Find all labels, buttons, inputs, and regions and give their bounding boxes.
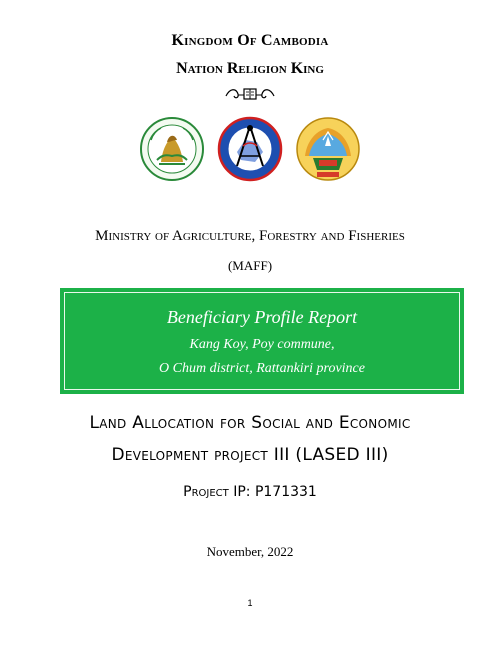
report-title-box <box>60 288 464 394</box>
report-location-line2: O Chum district, Rattankiri province <box>159 361 365 376</box>
land-management-seal-icon <box>217 116 283 182</box>
royal-government-emblem-icon <box>295 116 361 182</box>
ornament-divider-icon <box>0 86 500 102</box>
report-title: Beneficiary Profile Report <box>166 307 358 327</box>
kingdom-heading: Kingdom Of Cambodia <box>171 32 329 49</box>
project-title-line2: Development project III (LASED III) <box>111 445 389 465</box>
page-number: 1 <box>247 598 253 608</box>
project-title-line1: Land Allocation for Social and Economic <box>89 413 411 433</box>
ministry-name: Ministry of Agriculture, Forestry and Fisheries <box>95 228 405 244</box>
report-title-border <box>64 292 460 390</box>
ministry-agriculture-seal-icon <box>139 116 205 182</box>
report-date: November, 2022 <box>206 544 294 559</box>
ministry-abbreviation: (MAFF) <box>227 258 273 273</box>
motto-heading: Nation Religion King <box>176 60 324 77</box>
report-location-line1: Kang Koy, Poy commune, <box>189 337 335 352</box>
project-id: Project IP: P171331 <box>183 484 317 500</box>
logo-row <box>0 116 500 182</box>
